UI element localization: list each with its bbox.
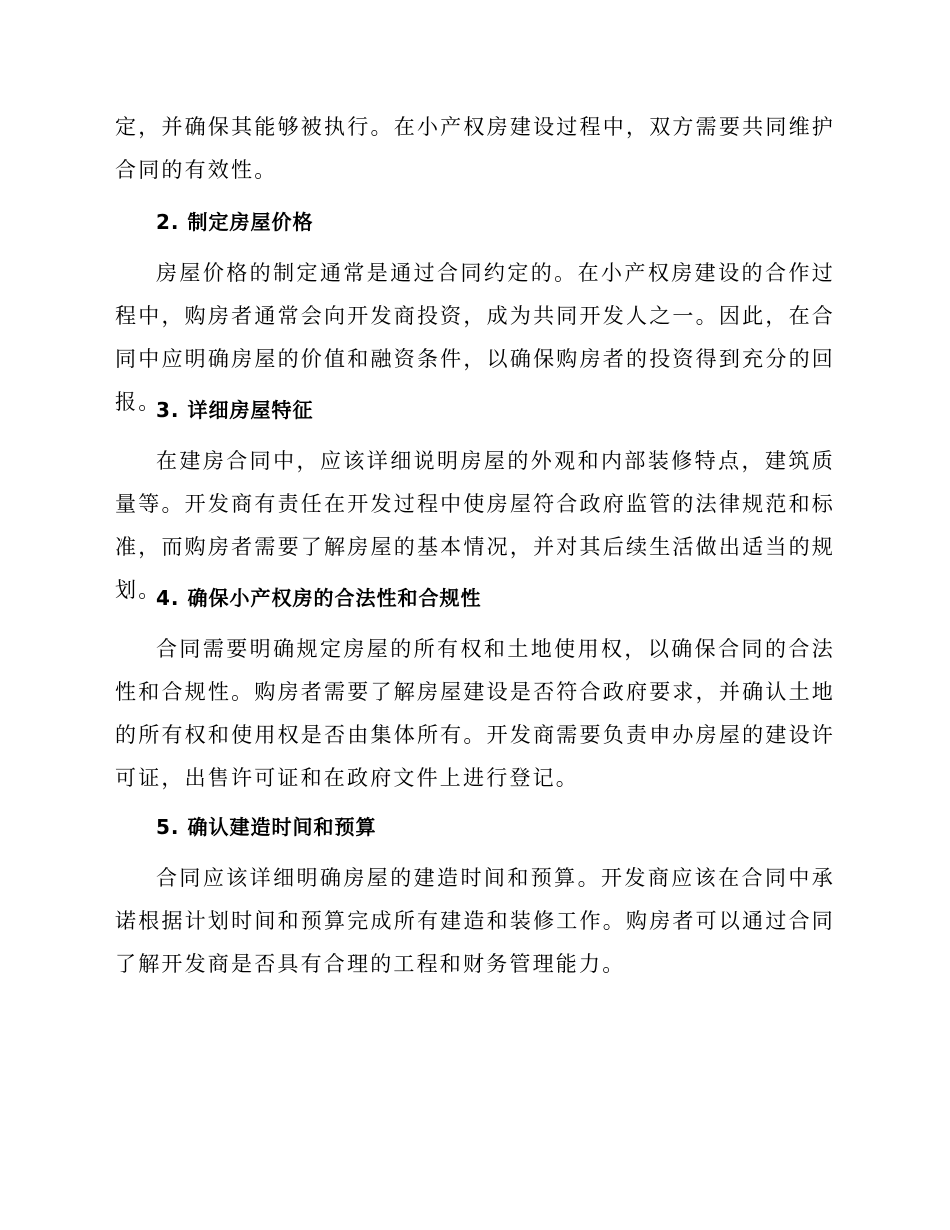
section-heading-schedule: 5. 确认建造时间和预算 bbox=[156, 815, 377, 839]
section-body-schedule: 合同应该详细明确房屋的建造时间和预算。开发商应该在合同中承诺根据计划时间和预算完成所有建造和装修工作。购房者可以通过合同了解开发商是否具有合理的工程和财务管理能力。 bbox=[115, 866, 835, 976]
section-body-legality: 合同需要明确规定房屋的所有权和土地使用权，以确保合同的合法性和合规性。购房者需要了解房屋建设是否符合政府要求，并确认土地的所有权和使用权是否由集体所有。开发商需要负责申办房屋的建设许可证，出售许可证和在政府文件上进行登记。 bbox=[115, 637, 835, 790]
section-heading-price: 2. 制定房屋价格 bbox=[156, 210, 314, 234]
section-heading-legality: 4. 确保小产权房的合法性和合规性 bbox=[156, 586, 482, 610]
section-body-features: 在建房合同中，应该详细说明房屋的外观和内部装修特点，建筑质量等。开发商有责任在开发过程中使房屋符合政府监管的法律规范和标准，而购房者需要了解房屋的基本情况，并对其后续生活做出适当的规划。 bbox=[115, 449, 835, 602]
section-body-price: 房屋价格的制定通常是通过合同约定的。在小产权房建设的合作过程中，购房者通常会向开发商投资，成为共同开发人之一。因此，在合同中应明确房屋的价值和融资条件，以确保购房者的投资得到充分的回报。 bbox=[115, 261, 835, 414]
continuation-paragraph: 定，并确保其能够被执行。在小产权房建设过程中，双方需要共同维护合同的有效性。 bbox=[115, 115, 835, 182]
document-page bbox=[115, 0, 835, 1230]
section-heading-features: 3. 详细房屋特征 bbox=[156, 398, 314, 422]
